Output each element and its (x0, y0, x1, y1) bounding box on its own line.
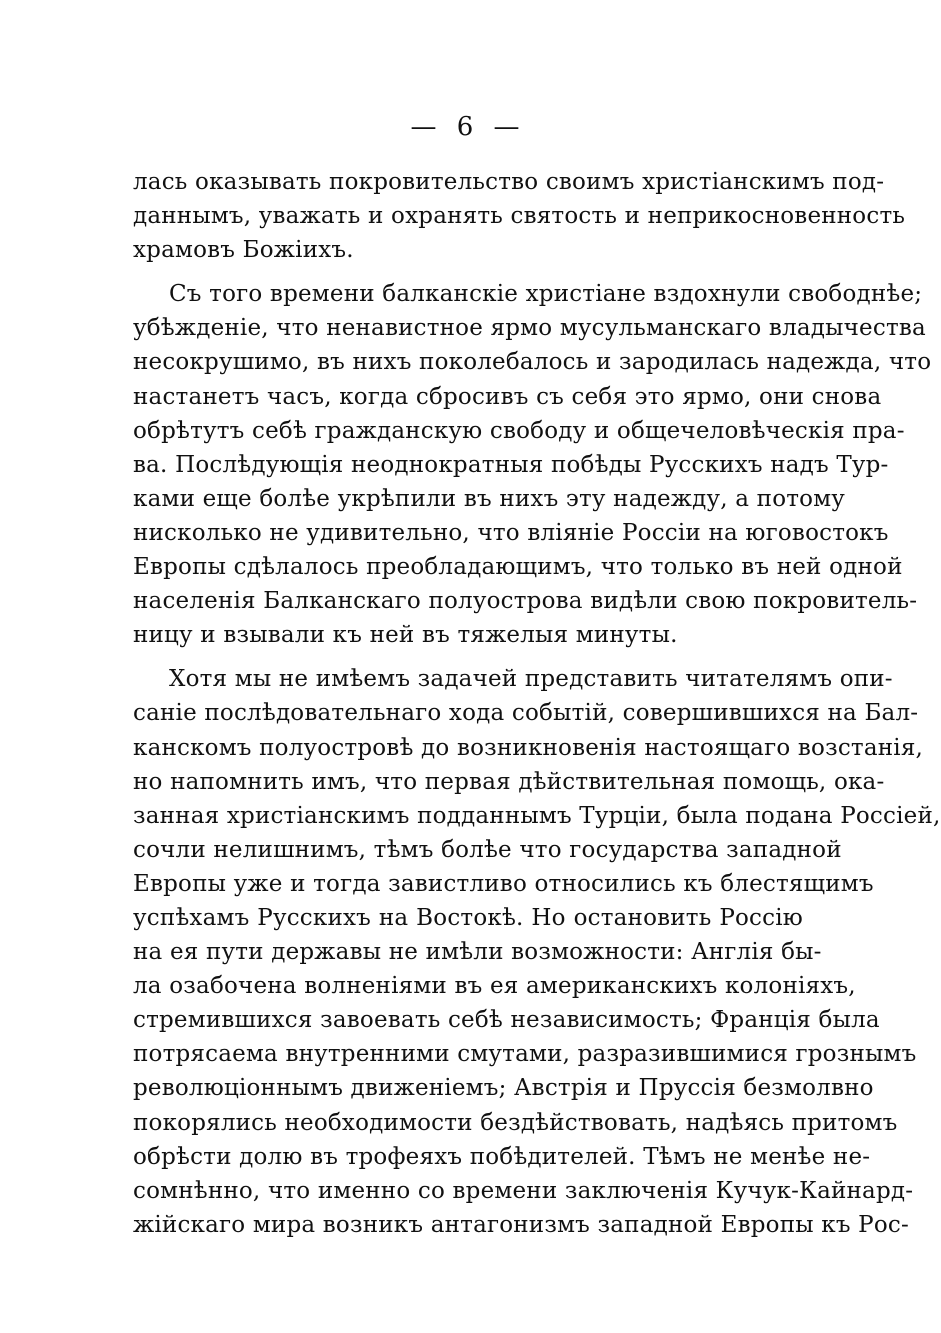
body-text (133, 165, 941, 1242)
text-line: Хотя мы не имѣемъ задачей представить читателямъ опи- (169, 666, 893, 693)
text-line: занная христіанскимъ подданнымъ Турціи, была подана Россіей, (133, 802, 941, 829)
text-line: обрѣтутъ себѣ гражданскую свободу и общечеловѣческія пра- (133, 417, 905, 444)
text-line: саніе послѣдовательнаго хода событій, совершившихся на Бал- (133, 700, 919, 727)
text-line: ла озабочена волненіями въ ея американскихъ колоніяхъ, (133, 973, 856, 1000)
paragraph-3 (133, 662, 941, 1242)
paragraph-2 (133, 277, 932, 652)
text-line: покорялись необходимости бездѣйствовать, надѣясь притомъ (133, 1109, 898, 1136)
paragraph-spacer (133, 652, 803, 662)
text-line: сомнѣнно, что именно со времени заключенія Кучук-Кайнард- (133, 1177, 914, 1204)
text-line: несокрушимо, въ нихъ поколебалось и зародилась надежда, что (133, 349, 932, 376)
text-line: на ея пути державы не имѣли возможности: Англія бы- (133, 939, 822, 966)
text-line: нисколько не удивительно, что вліяніе Россіи на юговостокъ (133, 519, 889, 546)
text-line: сочли нелишнимъ, тѣмъ болѣе что государства западной (133, 836, 842, 863)
text-line: населенія Балканскаго полуострова видѣли свою покровитель- (133, 588, 918, 615)
text-line: убѣжденіе, что ненавистное ярмо мусульманскаго владычества (133, 315, 926, 342)
text-line: жійскаго мира возникъ антагонизмъ западной Европы къ Рос- (133, 1211, 909, 1238)
text-line: Европы сдѣлалось преобладающимъ, что только въ ней одной (133, 554, 903, 581)
text-line: ва. Послѣдующія неоднократныя побѣды Русскихъ надъ Тур- (133, 451, 889, 478)
paragraph-1 (133, 165, 906, 267)
page-number: — 6 — (410, 112, 526, 142)
text-line: лась оказывать покровительство своимъ христіанскимъ под- (133, 169, 885, 195)
text-line: Европы уже и тогда завистливо относились къ блестящимъ (133, 870, 874, 897)
paragraph-spacer (133, 267, 803, 277)
text-line: обрѣсти долю въ трофеяхъ побѣдителей. Тѣмъ не менѣе не- (133, 1143, 871, 1170)
text-line: настанетъ часъ, когда сбросивъ съ себя это ярмо, они снова (133, 383, 882, 410)
text-line: ницу и взывали къ ней въ тяжелыя минуты. (133, 622, 678, 649)
text-line: стремившихся завоевать себѣ независимость; Франція была (133, 1007, 880, 1034)
text-line: потрясаема внутренними смутами, разразившимися грознымъ (133, 1041, 917, 1068)
text-line: даннымъ, уважать и охранять святость и неприкосновенность (133, 203, 906, 230)
text-line: революціоннымъ движеніемъ; Австрія и Пруссія безмолвно (133, 1075, 874, 1102)
text-line: храмовъ Божіихъ. (133, 237, 354, 264)
text-line: канскомъ полуостровѣ до возникновенія настоящаго возстанія, (133, 734, 924, 761)
text-line: но напомнить имъ, что первая дѣйствительная помощь, ока- (133, 768, 885, 795)
text-line: ками еще болѣе укрѣпили въ нихъ эту надежду, а потому (133, 485, 846, 512)
text-line: Съ того времени балканскіе христiане вздохнули свободнѣе; (169, 281, 923, 308)
text-line: успѣхамъ Русскихъ на Востокѣ. Но остановить Россію (133, 904, 803, 931)
